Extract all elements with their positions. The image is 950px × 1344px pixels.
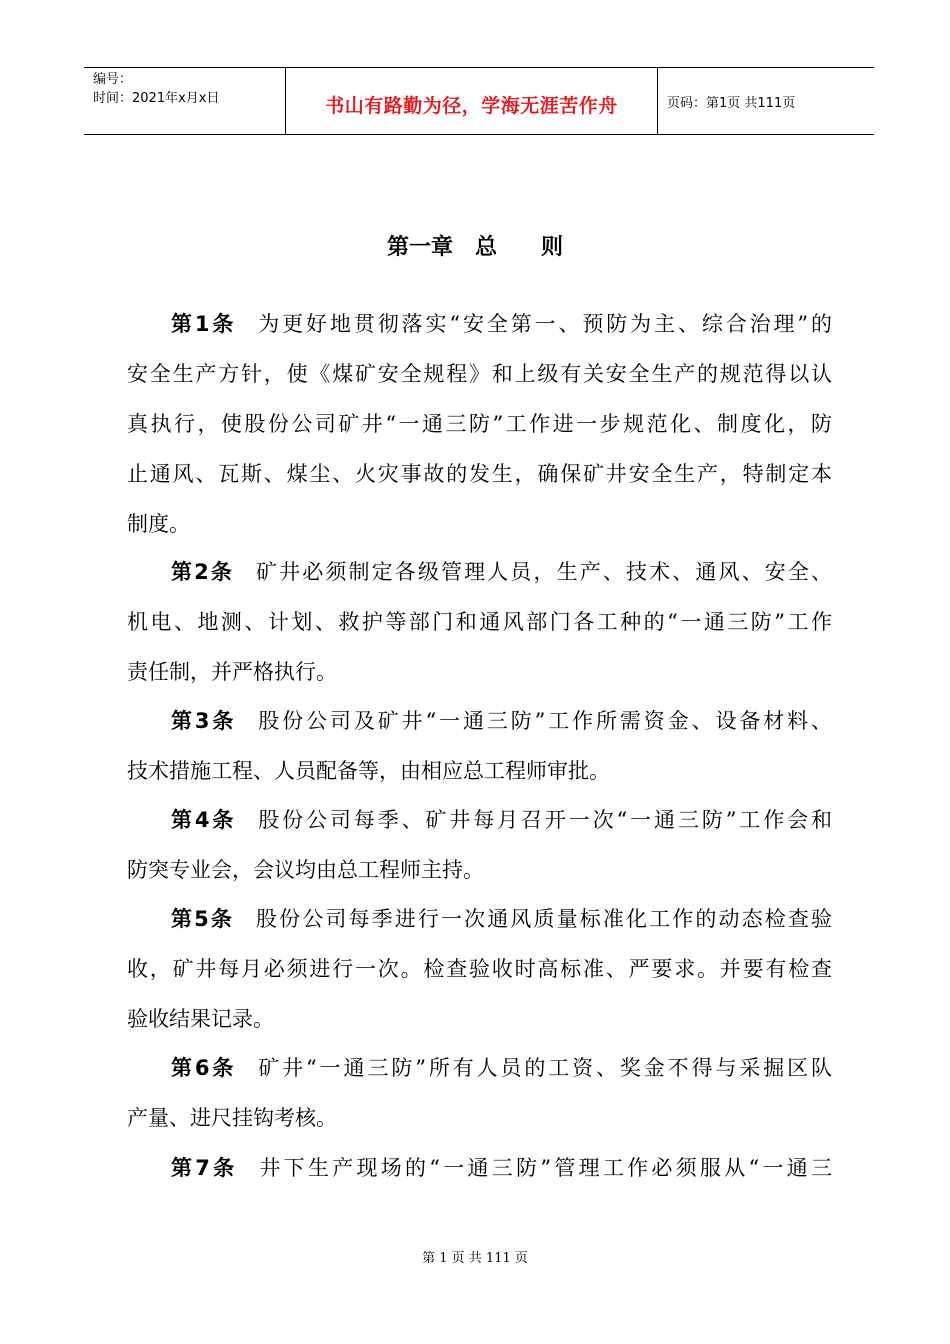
article-number: 第6条 [171, 1056, 237, 1080]
article-number: 第7条 [171, 1156, 238, 1180]
article-7 [127, 1143, 832, 1193]
article-1 [127, 299, 832, 549]
article-line: 止通风、瓦斯、煤尘、火灾事故的发生，确保矿井安全生产，特制定本 [127, 462, 832, 486]
article-number: 第2条 [171, 560, 234, 584]
article-4 [127, 795, 832, 895]
article-line: 安全生产方针，使《煤矿安全规程》和上级有关安全生产的规范得以认 [127, 362, 832, 386]
article-number: 第4条 [171, 808, 237, 832]
article-line [127, 299, 832, 349]
article-text: 矿井“一通三防”所有人员的工资、奖金不得与采掘区队 [258, 1056, 832, 1080]
article-6 [127, 1043, 832, 1143]
article-line: 验收结果记录。 [127, 1007, 274, 1031]
article-line: 防突专业会，会议均由总工程师主持。 [127, 858, 484, 882]
header-motto-cell [286, 68, 658, 134]
article-line [127, 1043, 832, 1093]
article-line: 责任制，并严格执行。 [127, 660, 337, 684]
article-3 [127, 696, 832, 796]
article-line [127, 547, 832, 597]
article-text: 为更好地贯彻落实“安全第一、预防为主、综合治理”的 [258, 312, 832, 336]
article-line: 制度。 [127, 512, 190, 536]
page-header [84, 67, 874, 135]
article-line: 产量、进尺挂钩考核。 [127, 1106, 337, 1130]
article-line: 技术措施工程、人员配备等，由相应总工程师审批。 [127, 759, 610, 783]
article-text: 井下生产现场的“一通三防”管理工作必须服从“一通三 [259, 1156, 832, 1180]
article-line [127, 795, 832, 845]
article-line [127, 1143, 832, 1193]
article-number: 第5条 [171, 907, 234, 931]
article-line: 收，矿井每月必须进行一次。检查验收时高标准、严要求。并要有检查 [127, 957, 832, 981]
article-line [127, 894, 832, 944]
page-footer: 第 1 页 共 111 页 [422, 1251, 528, 1266]
chapter-title: 第一章 总 则 [386, 235, 563, 260]
article-text: 股份公司每季、矿井每月召开一次“一通三防”工作会和 [258, 808, 832, 832]
article-text: 矿井必须制定各级管理人员，生产、技术、通风、安全、 [256, 560, 832, 584]
header-page-cell [658, 68, 874, 134]
article-number: 第1条 [171, 312, 237, 336]
article-line: 机电、地测、计划、救护等部门和通风部门各工种的“一通三防”工作 [127, 610, 832, 634]
document-date-label: 时间：2021年x月x日 [93, 91, 220, 106]
article-5 [127, 894, 832, 1044]
article-text: 股份公司每季进行一次通风质量标准化工作的动态检查验 [256, 907, 832, 931]
article-line: 真执行，使股份公司矿井“一通三防”工作进一步规范化、制度化，防 [127, 412, 832, 436]
article-2 [127, 547, 832, 697]
header-motto: 书山有路勤为径，学海无涯苦作舟 [325, 94, 618, 117]
article-text: 股份公司及矿井“一通三防”工作所需资金、设备材料、 [258, 709, 832, 733]
article-line [127, 696, 832, 746]
header-meta [84, 68, 286, 134]
article-number: 第3条 [171, 709, 237, 733]
header-page-label: 页码：第1页 共111页 [667, 95, 796, 111]
document-number-label: 编号： [93, 72, 133, 87]
